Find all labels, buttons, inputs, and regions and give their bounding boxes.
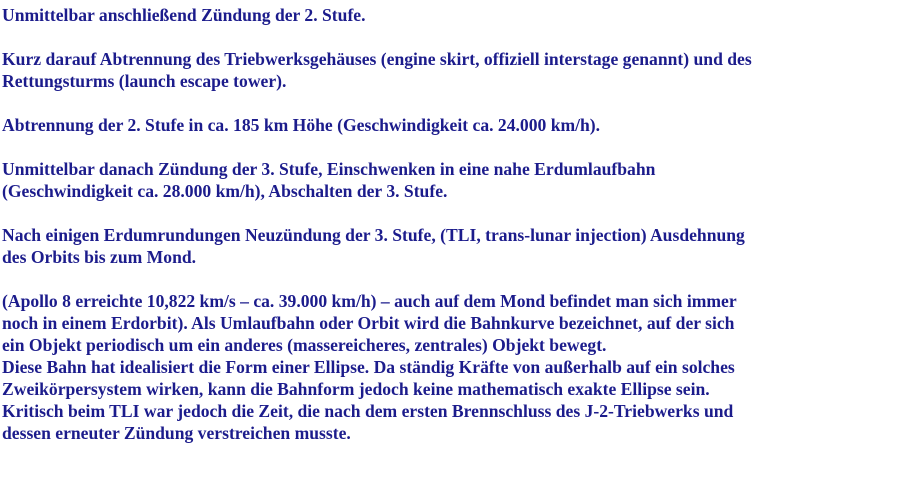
text-line: Diese Bahn hat idealisiert die Form einer Ellipse. Da ständig Kräfte von außerhalb auf ein solches bbox=[2, 357, 735, 377]
paragraph-gap bbox=[2, 268, 895, 290]
document-body bbox=[2, 4, 895, 444]
text-line: Unmittelbar anschließend Zündung der 2. Stufe. bbox=[2, 5, 366, 25]
text-line: Kurz darauf Abtrennung des Triebwerksgehäuses (engine skirt, offiziell interstage genannt) und des bbox=[2, 49, 752, 69]
text-line: dessen erneuter Zündung verstreichen musste. bbox=[2, 423, 351, 443]
text-line: Unmittelbar danach Zündung der 3. Stufe, Einschwenken in eine nahe Erdumlaufbahn bbox=[2, 159, 656, 179]
text-line: des Orbits bis zum Mond. bbox=[2, 247, 197, 267]
text-line: ein Objekt periodisch um ein anderes (massereicheres, zentrales) Objekt bewegt. bbox=[2, 335, 607, 355]
text-line: Nach einigen Erdumrundungen Neuzündung der 3. Stufe, (TLI, trans-lunar injection) Ausdehnung bbox=[2, 225, 745, 245]
text-line: Kritisch beim TLI war jedoch die Zeit, die nach dem ersten Brennschluss des J-2-Triebwerks und bbox=[2, 401, 734, 421]
paragraph-gap bbox=[2, 92, 895, 114]
text-line: Rettungsturms (launch escape tower). bbox=[2, 71, 287, 91]
paragraph-gap bbox=[2, 26, 895, 48]
text-line: Abtrennung der 2. Stufe in ca. 185 km Höhe (Geschwindigkeit ca. 24.000 km/h). bbox=[2, 115, 601, 135]
paragraph-gap bbox=[2, 136, 895, 158]
text-line: (Apollo 8 erreichte 10,822 km/s – ca. 39.000 km/h) – auch auf dem Mond befindet man sich immer bbox=[2, 291, 737, 311]
text-line: (Geschwindigkeit ca. 28.000 km/h), Abschalten der 3. Stufe. bbox=[2, 181, 448, 201]
text-line: Zweikörpersystem wirken, kann die Bahnform jedoch keine mathematisch exakte Ellipse sein. bbox=[2, 379, 710, 399]
text-line: noch in einem Erdorbit). Als Umlaufbahn oder Orbit wird die Bahnkurve bezeichnet, auf der sich bbox=[2, 313, 735, 333]
paragraph-gap bbox=[2, 202, 895, 224]
